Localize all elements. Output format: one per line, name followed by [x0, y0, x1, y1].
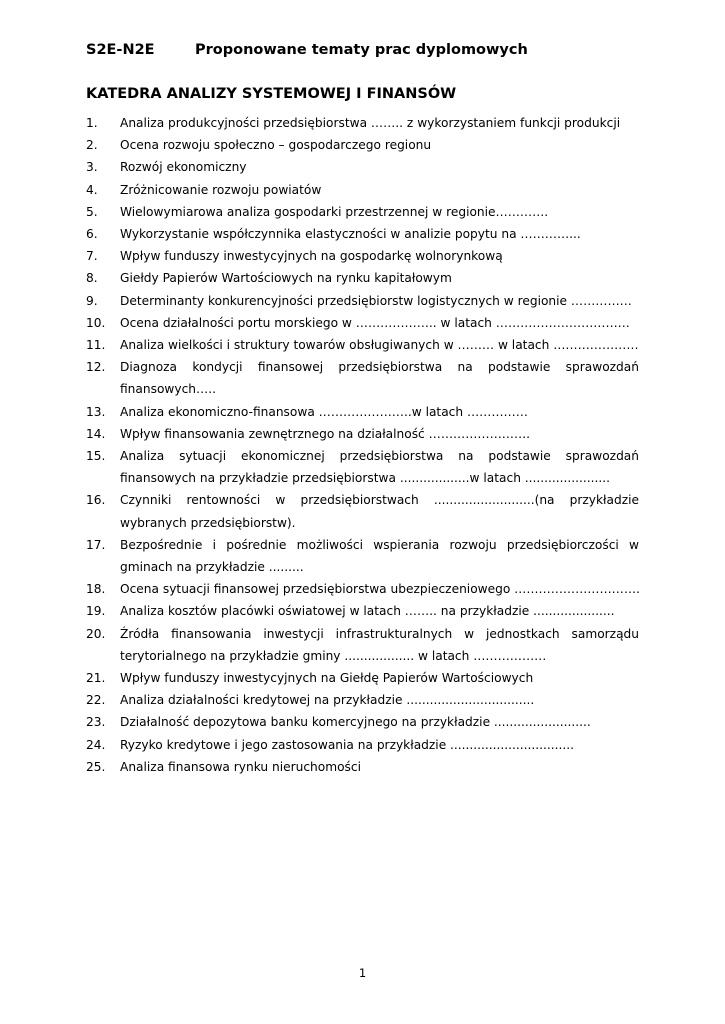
topic-text: Czynniki rentowności w przedsiębiorstwach ..........................(na przykładzie wybranych przedsiębiorstw).: [120, 493, 639, 530]
topic-number: 13.: [86, 404, 106, 419]
topic-item: [86, 134, 639, 156]
topic-item: [86, 623, 639, 667]
topic-number: 19.: [86, 604, 106, 619]
topic-text: Źródła finansowania inwestycji infrastrukturalnych w jednostkach samorządu terytorialnego na przykładzie gminy .................. w latach ………………: [120, 626, 639, 663]
topic-text: Zróżnicowanie rozwoju powiatów: [120, 182, 322, 197]
topic-text: Działalność depozytowa banku komercyjnego na przykładzie .........................: [120, 715, 591, 730]
topic-text: Analiza produkcyjności przedsiębiorstwa …….. z wykorzystaniem funkcji produkcji: [120, 116, 621, 130]
topic-item: [86, 312, 639, 334]
topic-item: [86, 756, 639, 778]
topic-number: 2.: [86, 138, 98, 153]
topic-text: Ocena sytuacji finansowej przedsiębiorstwa ubezpieczeniowego ………………………….: [120, 582, 640, 597]
topic-item: [86, 489, 639, 533]
topic-number: 24.: [86, 737, 106, 752]
topic-number: 7.: [86, 249, 98, 264]
topic-text: Analiza wielkości i struktury towarów obsługiwanych w ……… w latach …………………: [120, 338, 639, 353]
topic-item: [86, 290, 639, 312]
topic-item: [86, 445, 639, 489]
topic-text: Ocena rozwoju społeczno – gospodarczego regionu: [120, 138, 432, 153]
topic-number: 20.: [86, 626, 106, 641]
topic-number: 4.: [86, 182, 98, 197]
topic-number: 10.: [86, 315, 106, 330]
page-number: 1: [358, 966, 367, 980]
topic-item: [86, 334, 639, 356]
topic-number: 14.: [86, 426, 106, 441]
topic-text: Rozwój ekonomiczny: [120, 160, 247, 175]
topic-item: [86, 401, 639, 423]
topic-item: [86, 423, 639, 445]
topic-text: Ocena działalności portu morskiego w ……………….. w latach ……………………………: [120, 315, 630, 330]
topic-item: [86, 534, 639, 578]
topic-number: 11.: [86, 338, 106, 353]
topic-text: Analiza działalności kredytowej na przykładzie .................................: [120, 693, 535, 708]
topic-text: Determinanty konkurencyjności przedsiębiorstw logistycznych w regionie ……………: [120, 293, 632, 308]
topic-text: Wpływ finansowania zewnętrznego na działalność …………………….: [120, 426, 531, 441]
topic-item: [86, 267, 639, 289]
page-header: [86, 42, 528, 58]
topic-item: [86, 112, 639, 134]
topic-text: Wpływ funduszy inwestycyjnych na gospodarkę wolnorynkową: [120, 249, 503, 264]
topic-text: Analiza kosztów placówki oświatowej w latach …….. na przykładzie .....................: [120, 604, 615, 619]
topic-item: [86, 245, 639, 267]
topic-number: 17.: [86, 537, 106, 552]
topic-number: 22.: [86, 693, 106, 708]
topic-number: 6.: [86, 227, 98, 242]
topic-text: Wielowymiarowa analiza gospodarki przestrzennej w regionie………….: [120, 204, 549, 219]
topic-text: Bezpośrednie i pośrednie możliwości wspierania rozwoju przedsiębiorczości w gminach na przykładzie .........: [120, 537, 639, 575]
topic-item: [86, 223, 639, 245]
topic-item: [86, 179, 639, 201]
topic-number: 1.: [86, 116, 98, 130]
topic-number: 23.: [86, 715, 106, 730]
topic-number: 3.: [86, 160, 98, 175]
topic-list: [86, 112, 639, 778]
topic-number: 8.: [86, 271, 98, 286]
topic-text: Analiza finansowa rynku nieruchomości: [120, 759, 361, 774]
topic-item: [86, 578, 639, 600]
topic-text: Analiza sytuacji ekonomicznej przedsiębiorstwa na podstawie sprawozdań finansowych na przykładzie przedsiębiorstwa ..................w latach ......................: [120, 449, 639, 486]
topic-text: Analiza ekonomiczno-finansowa …………………..w latach ……………: [120, 404, 528, 419]
topic-number: 9.: [86, 293, 98, 308]
topic-text: Wpływ funduszy inwestycyjnych na Giełdę Papierów Wartościowych: [120, 671, 534, 686]
topic-item: [86, 156, 639, 178]
topic-text: Giełdy Papierów Wartościowych na rynku kapitałowym: [120, 271, 452, 286]
topic-number: 12.: [86, 360, 106, 375]
topic-number: 5.: [86, 204, 98, 219]
topic-item: [86, 711, 639, 733]
topic-item: [86, 689, 639, 711]
topic-item: [86, 667, 639, 689]
topic-item: [86, 734, 639, 756]
topic-text: Ryzyko kredytowe i jego zastosowania na przykładzie ................................: [120, 737, 575, 752]
topic-item: [86, 600, 639, 622]
topic-text: Diagnoza kondycji finansowej przedsiębiorstwa na podstawie sprawozdań finansowych…..: [120, 360, 639, 397]
program-code: S2E-N2E: [86, 42, 155, 58]
topic-number: 18.: [86, 582, 106, 597]
topic-item: [86, 201, 639, 223]
topic-number: 25.: [86, 759, 106, 774]
topic-text: Wykorzystanie współczynnika elastyczności w analizie popytu na …………...: [120, 227, 581, 242]
topic-number: 15.: [86, 449, 106, 464]
topic-number: 16.: [86, 493, 106, 508]
document-title: Proponowane tematy prac dyplomowych: [195, 42, 528, 58]
topic-number: 21.: [86, 671, 106, 686]
topic-item: [86, 356, 639, 400]
department-heading: KATEDRA ANALIZY SYSTEMOWEJ I FINANSÓW: [86, 86, 457, 102]
